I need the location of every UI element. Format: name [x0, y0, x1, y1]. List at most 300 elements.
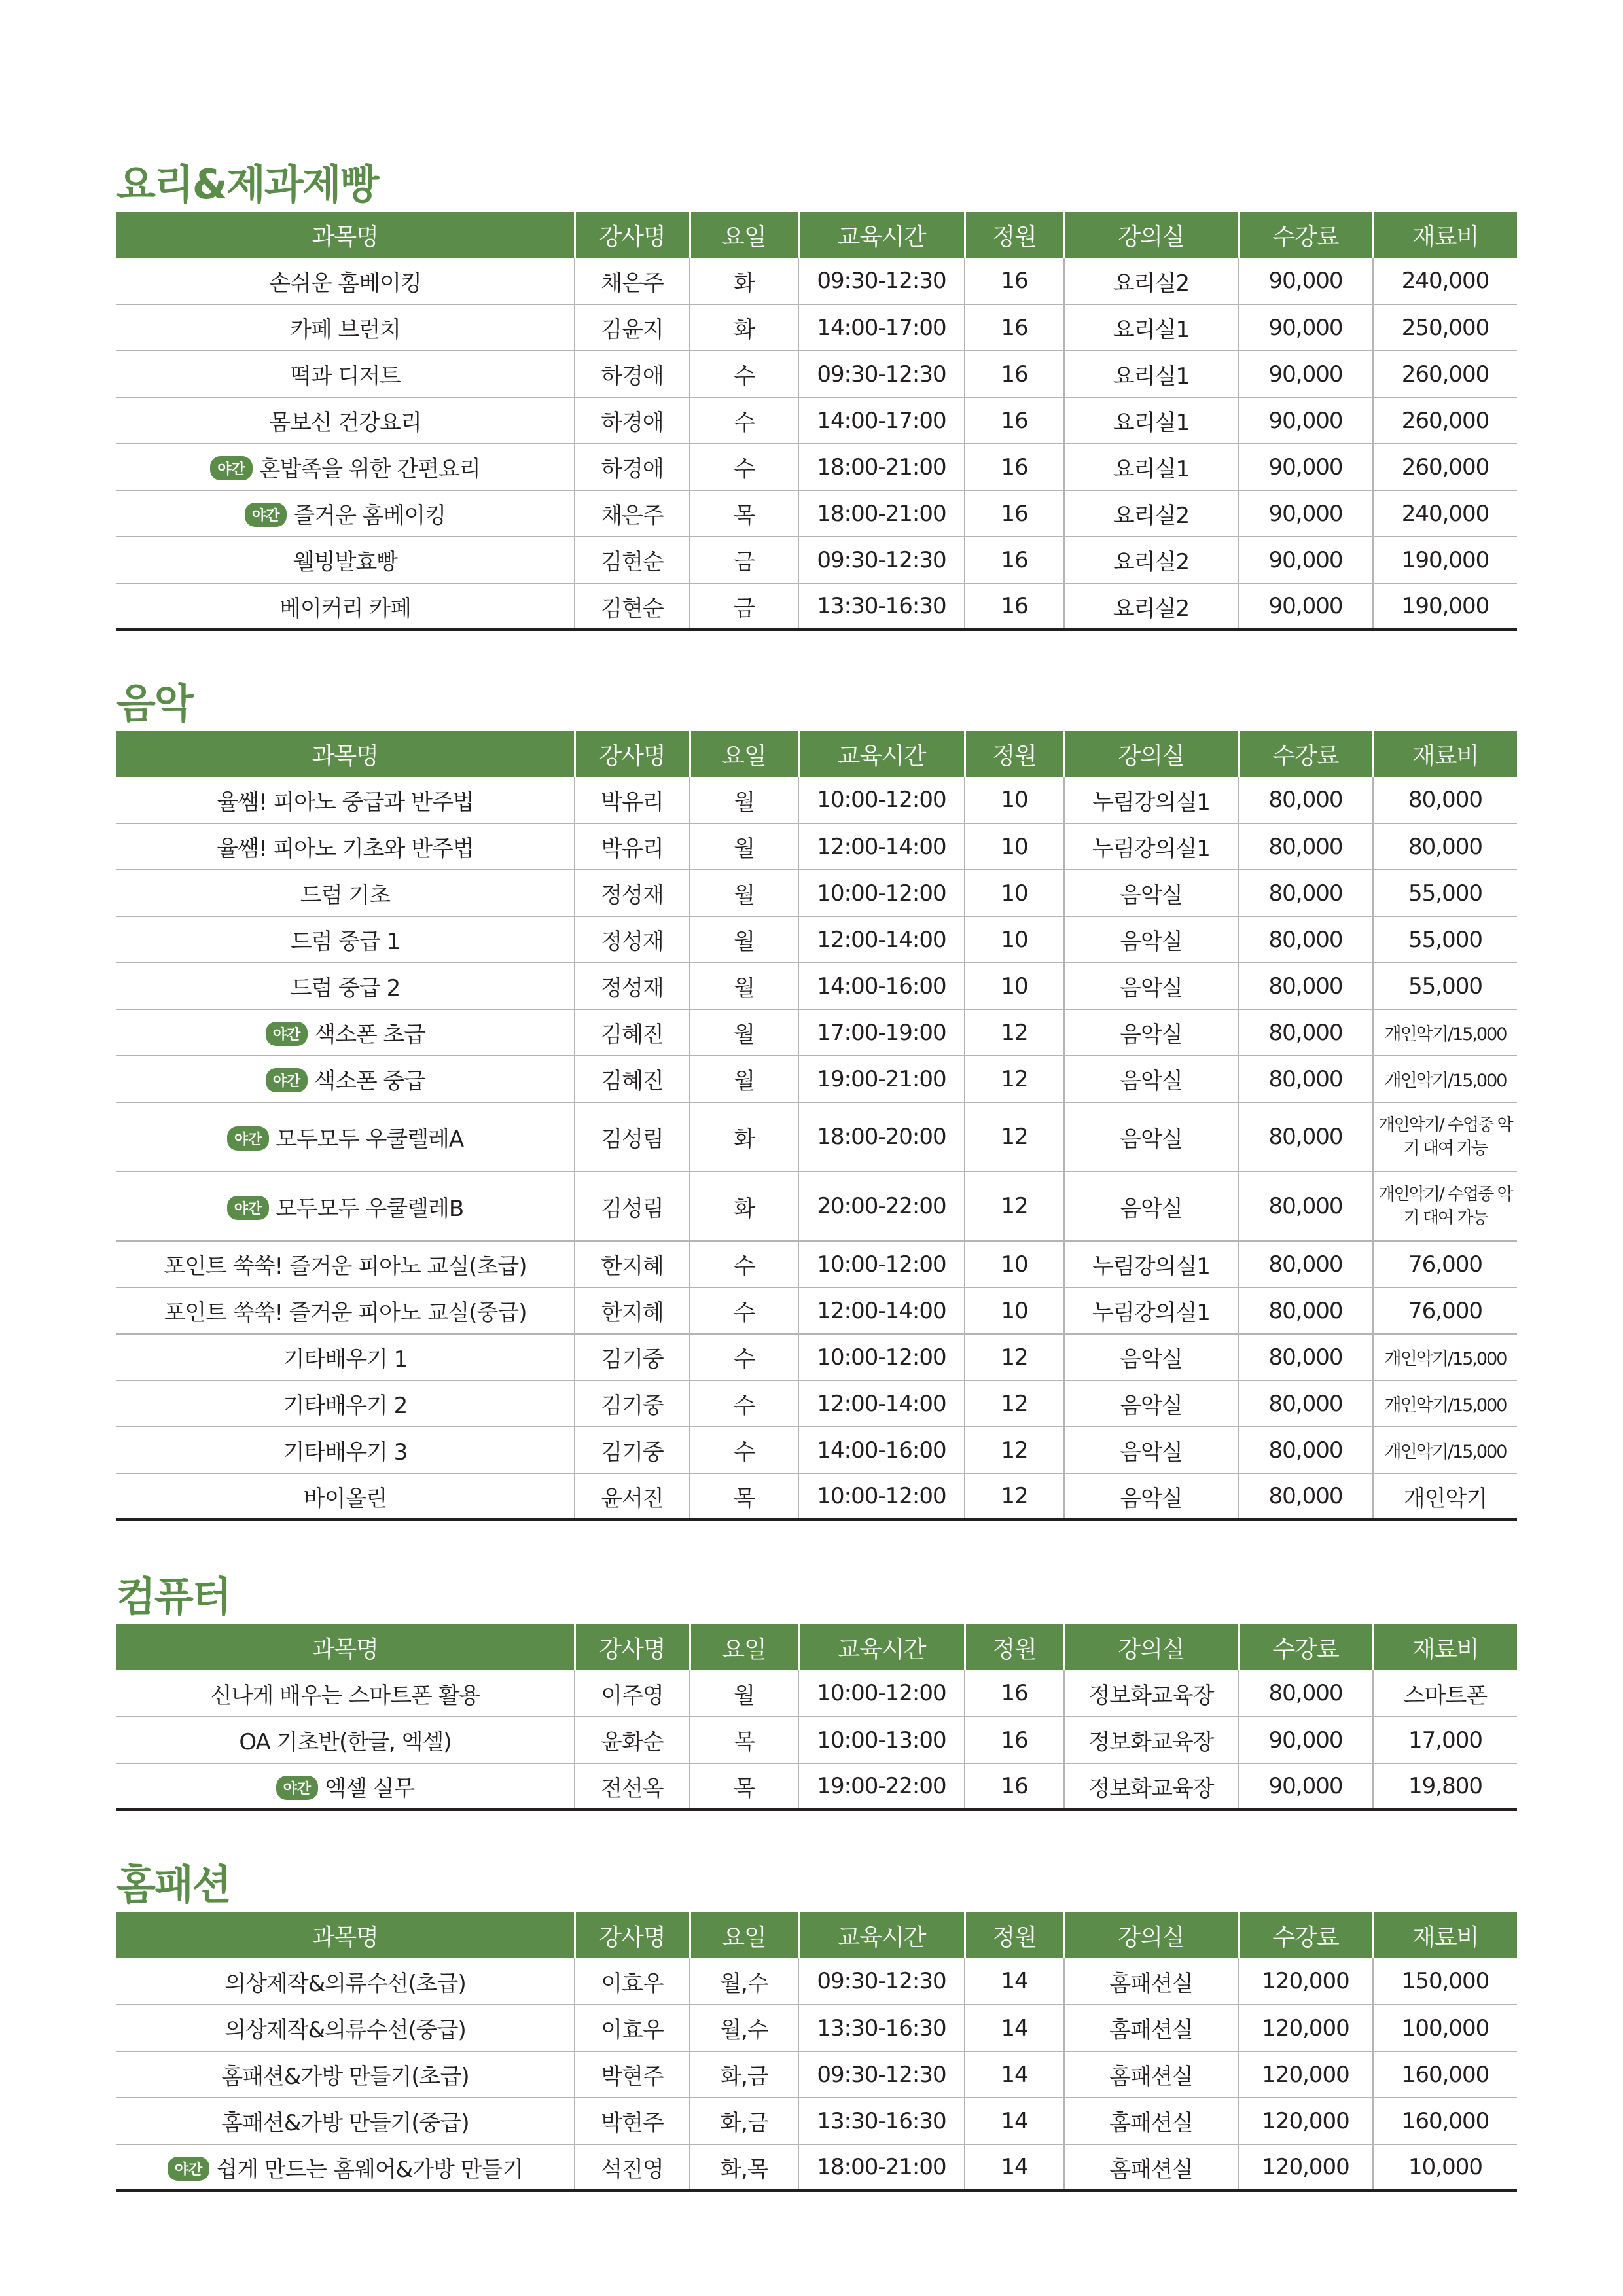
instructor-cell: 이주영 — [575, 1670, 690, 1717]
tuition-cell: 90,000 — [1238, 583, 1373, 630]
night-class-badge: 야간 — [210, 456, 253, 480]
instructor-cell: 박현주 — [575, 2098, 690, 2144]
time-cell: 10:00-12:00 — [798, 1334, 965, 1380]
capacity-cell: 16 — [965, 304, 1064, 351]
room-cell: 음악실 — [1064, 963, 1238, 1009]
capacity-cell: 16 — [965, 397, 1064, 444]
night-class-badge: 야간 — [245, 503, 287, 527]
tuition-cell: 80,000 — [1238, 1670, 1373, 1717]
capacity-cell: 16 — [965, 1763, 1064, 1810]
course-name-cell — [116, 1056, 575, 1102]
day-cell: 수 — [690, 351, 798, 397]
material-fee-cell: 260,000 — [1373, 351, 1517, 397]
material-fee-cell: 190,000 — [1373, 583, 1517, 630]
day-cell: 목 — [690, 1473, 798, 1520]
day-cell: 화,금 — [690, 2098, 798, 2144]
capacity-cell: 10 — [965, 870, 1064, 916]
header-room: 강의실 — [1064, 1912, 1238, 1958]
room-cell: 홈패션실 — [1064, 2144, 1238, 2191]
capacity-cell: 14 — [965, 2098, 1064, 2144]
tuition-cell: 80,000 — [1238, 1009, 1373, 1056]
capacity-cell: 12 — [965, 1172, 1064, 1241]
header-time: 교육시간 — [798, 1912, 965, 1958]
time-cell: 14:00-17:00 — [798, 397, 965, 444]
course-name-cell — [116, 1763, 575, 1810]
time-cell: 12:00-14:00 — [798, 916, 965, 963]
course-name-cell: 웰빙발효빵 — [116, 537, 575, 583]
section-home-fashion — [116, 1857, 1517, 2192]
header-room: 강의실 — [1064, 1624, 1238, 1670]
time-cell: 19:00-22:00 — [798, 1763, 965, 1810]
instructor-cell: 김윤지 — [575, 304, 690, 351]
instructor-cell: 김현순 — [575, 537, 690, 583]
tuition-cell: 80,000 — [1238, 1102, 1373, 1172]
material-fee-cell: 160,000 — [1373, 2051, 1517, 2098]
course-name-text: 쉽게 만드는 홈웨어&가방 만들기 — [216, 2156, 524, 2183]
table-row — [116, 1670, 1517, 1717]
time-cell: 10:00-12:00 — [798, 1241, 965, 1287]
section-computer — [116, 1570, 1517, 1811]
capacity-cell: 16 — [965, 258, 1064, 304]
header-day: 요일 — [690, 1624, 798, 1670]
capacity-cell: 10 — [965, 963, 1064, 1009]
time-cell: 12:00-14:00 — [798, 1380, 965, 1427]
table-header-row — [116, 1912, 1517, 1958]
course-table — [116, 1624, 1517, 1811]
time-cell: 09:30-12:30 — [798, 1958, 965, 2005]
course-table — [116, 1912, 1517, 2192]
room-cell: 요리실1 — [1064, 444, 1238, 490]
header-tuition: 수강료 — [1238, 1912, 1373, 1958]
table-row — [116, 823, 1517, 870]
room-cell: 정보화교육장 — [1064, 1717, 1238, 1763]
section-music — [116, 676, 1517, 1521]
course-name-cell: 의상제작&의류수선(초급) — [116, 1958, 575, 2005]
table-row — [116, 1009, 1517, 1056]
capacity-cell: 12 — [965, 1334, 1064, 1380]
material-fee-cell: 160,000 — [1373, 2098, 1517, 2144]
time-cell: 13:30-16:30 — [798, 583, 965, 630]
tuition-cell: 120,000 — [1238, 1958, 1373, 2005]
room-cell: 홈패션실 — [1064, 1958, 1238, 2005]
material-fee-cell: 260,000 — [1373, 397, 1517, 444]
night-class-badge: 야간 — [227, 1126, 270, 1151]
instructor-cell: 하경애 — [575, 444, 690, 490]
capacity-cell: 14 — [965, 1958, 1064, 2005]
table-row — [116, 1241, 1517, 1287]
capacity-cell: 10 — [965, 777, 1064, 823]
instructor-cell: 윤서진 — [575, 1473, 690, 1520]
table-row — [116, 351, 1517, 397]
table-header-row — [116, 1624, 1517, 1670]
room-cell: 홈패션실 — [1064, 2005, 1238, 2051]
tuition-cell: 90,000 — [1238, 351, 1373, 397]
table-row — [116, 1473, 1517, 1520]
room-cell: 누림강의실1 — [1064, 823, 1238, 870]
room-cell: 요리실1 — [1064, 351, 1238, 397]
course-name-cell: 바이올린 — [116, 1473, 575, 1520]
tuition-cell: 90,000 — [1238, 537, 1373, 583]
instructor-cell: 김혜진 — [575, 1009, 690, 1056]
table-row — [116, 916, 1517, 963]
header-tuition: 수강료 — [1238, 212, 1373, 258]
header-instructor: 강사명 — [575, 212, 690, 258]
room-cell: 음악실 — [1064, 1427, 1238, 1473]
day-cell: 월 — [690, 916, 798, 963]
capacity-cell: 12 — [965, 1009, 1064, 1056]
course-name-cell: OA 기초반(한글, 엑셀) — [116, 1717, 575, 1763]
day-cell: 목 — [690, 1763, 798, 1810]
tuition-cell: 80,000 — [1238, 1473, 1373, 1520]
room-cell: 음악실 — [1064, 1102, 1238, 1172]
course-name-text: 모두모두 우쿨렐레A — [276, 1126, 464, 1153]
table-row — [116, 870, 1517, 916]
course-name-cell: 기타배우기 1 — [116, 1334, 575, 1380]
header-day: 요일 — [690, 731, 798, 777]
capacity-cell: 16 — [965, 444, 1064, 490]
header-capacity: 정원 — [965, 212, 1064, 258]
course-name-cell: 카페 브런치 — [116, 304, 575, 351]
material-fee-cell: 개인악기/ 수업중 악기 대여 가능 — [1373, 1172, 1517, 1241]
material-fee-cell: 190,000 — [1373, 537, 1517, 583]
course-name-cell — [116, 444, 575, 490]
time-cell: 10:00-13:00 — [798, 1717, 965, 1763]
course-name-cell — [116, 1172, 575, 1241]
tuition-cell: 90,000 — [1238, 304, 1373, 351]
table-row — [116, 583, 1517, 630]
time-cell: 09:30-12:30 — [798, 2051, 965, 2098]
capacity-cell: 12 — [965, 1427, 1064, 1473]
header-day: 요일 — [690, 212, 798, 258]
tuition-cell: 120,000 — [1238, 2144, 1373, 2191]
course-name-cell: 홈패션&가방 만들기(초급) — [116, 2051, 575, 2098]
capacity-cell: 16 — [965, 583, 1064, 630]
tuition-cell: 80,000 — [1238, 1380, 1373, 1427]
room-cell: 정보화교육장 — [1064, 1670, 1238, 1717]
day-cell: 화,목 — [690, 2144, 798, 2191]
table-row — [116, 963, 1517, 1009]
room-cell: 음악실 — [1064, 1380, 1238, 1427]
course-name-cell: 홈패션&가방 만들기(중급) — [116, 2098, 575, 2144]
header-course-name: 과목명 — [116, 1624, 575, 1670]
capacity-cell: 16 — [965, 1670, 1064, 1717]
night-class-badge: 야간 — [227, 1196, 270, 1220]
course-name-cell: 드럼 중급 1 — [116, 916, 575, 963]
time-cell: 13:30-16:30 — [798, 2098, 965, 2144]
section-title: 홈패션 — [116, 1861, 230, 1909]
capacity-cell: 12 — [965, 1056, 1064, 1102]
course-name-cell: 떡과 디저트 — [116, 351, 575, 397]
header-instructor: 강사명 — [575, 1912, 690, 1958]
course-name-cell: 기타배우기 3 — [116, 1427, 575, 1473]
header-course-name: 과목명 — [116, 731, 575, 777]
time-cell: 10:00-12:00 — [798, 1473, 965, 1520]
room-cell: 음악실 — [1064, 1056, 1238, 1102]
night-class-badge: 야간 — [276, 1776, 319, 1800]
instructor-cell: 채은주 — [575, 490, 690, 537]
room-cell: 음악실 — [1064, 1009, 1238, 1056]
tuition-cell: 80,000 — [1238, 1172, 1373, 1241]
night-class-badge: 야간 — [266, 1068, 308, 1092]
room-cell: 음악실 — [1064, 1334, 1238, 1380]
day-cell: 목 — [690, 490, 798, 537]
day-cell: 월 — [690, 1009, 798, 1056]
time-cell: 18:00-21:00 — [798, 2144, 965, 2191]
time-cell: 18:00-21:00 — [798, 490, 965, 537]
day-cell: 월,수 — [690, 1958, 798, 2005]
material-fee-cell: 55,000 — [1373, 870, 1517, 916]
capacity-cell: 10 — [965, 1241, 1064, 1287]
capacity-cell: 12 — [965, 1380, 1064, 1427]
table-row — [116, 537, 1517, 583]
header-course-name: 과목명 — [116, 1912, 575, 1958]
header-instructor: 강사명 — [575, 1624, 690, 1670]
tuition-cell: 80,000 — [1238, 870, 1373, 916]
section-title: 음악 — [116, 679, 192, 727]
material-fee-cell: 260,000 — [1373, 444, 1517, 490]
time-cell: 09:30-12:30 — [798, 351, 965, 397]
course-name-text: 색소폰 중급 — [314, 1068, 425, 1094]
table-row — [116, 304, 1517, 351]
course-name-text: 혼밥족을 위한 간편요리 — [259, 456, 480, 482]
material-fee-cell: 개인악기/ 수업중 악기 대여 가능 — [1373, 1102, 1517, 1172]
material-fee-cell: 개인악기/15,000 — [1373, 1009, 1517, 1056]
instructor-cell: 석진영 — [575, 2144, 690, 2191]
table-row — [116, 2005, 1517, 2051]
room-cell: 요리실2 — [1064, 258, 1238, 304]
course-name-cell: 포인트 쑥쑥! 즐거운 피아노 교실(중급) — [116, 1287, 575, 1334]
instructor-cell: 정성재 — [575, 963, 690, 1009]
course-name-cell: 손쉬운 홈베이킹 — [116, 258, 575, 304]
tuition-cell: 80,000 — [1238, 1334, 1373, 1380]
tuition-cell: 90,000 — [1238, 444, 1373, 490]
instructor-cell: 한지혜 — [575, 1287, 690, 1334]
course-name-text: 색소폰 초급 — [314, 1022, 425, 1048]
capacity-cell: 10 — [965, 1287, 1064, 1334]
course-name-text: 모두모두 우쿨렐레B — [276, 1195, 464, 1222]
day-cell: 월 — [690, 870, 798, 916]
instructor-cell: 김성림 — [575, 1102, 690, 1172]
capacity-cell: 16 — [965, 490, 1064, 537]
header-time: 교육시간 — [798, 731, 965, 777]
time-cell: 10:00-12:00 — [798, 870, 965, 916]
instructor-cell: 김기중 — [575, 1427, 690, 1473]
header-room: 강의실 — [1064, 731, 1238, 777]
room-cell: 정보화교육장 — [1064, 1763, 1238, 1810]
material-fee-cell: 개인악기/15,000 — [1373, 1380, 1517, 1427]
tuition-cell: 80,000 — [1238, 1241, 1373, 1287]
material-fee-cell: 240,000 — [1373, 490, 1517, 537]
table-row — [116, 1056, 1517, 1102]
table-row — [116, 1427, 1517, 1473]
course-table — [116, 212, 1517, 631]
capacity-cell: 10 — [965, 916, 1064, 963]
capacity-cell: 14 — [965, 2144, 1064, 2191]
day-cell: 수 — [690, 1380, 798, 1427]
tuition-cell: 120,000 — [1238, 2098, 1373, 2144]
header-instructor: 강사명 — [575, 731, 690, 777]
table-row — [116, 1380, 1517, 1427]
time-cell: 12:00-14:00 — [798, 1287, 965, 1334]
tuition-cell: 90,000 — [1238, 258, 1373, 304]
room-cell: 홈패션실 — [1064, 2098, 1238, 2144]
course-name-cell — [116, 1009, 575, 1056]
course-name-cell — [116, 2144, 575, 2191]
header-day: 요일 — [690, 1912, 798, 1958]
time-cell: 14:00-17:00 — [798, 304, 965, 351]
instructor-cell: 정성재 — [575, 870, 690, 916]
course-name-cell: 드럼 중급 2 — [116, 963, 575, 1009]
tuition-cell: 80,000 — [1238, 1287, 1373, 1334]
course-name-cell: 몸보신 건강요리 — [116, 397, 575, 444]
instructor-cell: 이효우 — [575, 1958, 690, 2005]
instructor-cell: 하경애 — [575, 351, 690, 397]
room-cell: 홈패션실 — [1064, 2051, 1238, 2098]
day-cell: 월 — [690, 1056, 798, 1102]
header-tuition: 수강료 — [1238, 731, 1373, 777]
instructor-cell: 하경애 — [575, 397, 690, 444]
material-fee-cell: 80,000 — [1373, 777, 1517, 823]
course-name-cell: 율쌤! 피아노 중급과 반주법 — [116, 777, 575, 823]
day-cell: 수 — [690, 444, 798, 490]
room-cell: 누림강의실1 — [1064, 1241, 1238, 1287]
day-cell: 월,수 — [690, 2005, 798, 2051]
material-fee-cell: 스마트폰 — [1373, 1670, 1517, 1717]
time-cell: 18:00-21:00 — [798, 444, 965, 490]
instructor-cell: 김현순 — [575, 583, 690, 630]
course-name-cell: 율쌤! 피아노 기초와 반주법 — [116, 823, 575, 870]
day-cell: 수 — [690, 1287, 798, 1334]
time-cell: 09:30-12:30 — [798, 258, 965, 304]
day-cell: 수 — [690, 1241, 798, 1287]
day-cell: 수 — [690, 397, 798, 444]
material-fee-cell: 150,000 — [1373, 1958, 1517, 2005]
tuition-cell: 80,000 — [1238, 963, 1373, 1009]
tuition-cell: 90,000 — [1238, 1717, 1373, 1763]
material-fee-cell: 55,000 — [1373, 963, 1517, 1009]
table-row — [116, 490, 1517, 537]
table-row — [116, 1958, 1517, 2005]
day-cell: 월 — [690, 1670, 798, 1717]
material-fee-cell: 55,000 — [1373, 916, 1517, 963]
room-cell: 음악실 — [1064, 870, 1238, 916]
time-cell: 10:00-12:00 — [798, 1670, 965, 1717]
time-cell: 19:00-21:00 — [798, 1056, 965, 1102]
time-cell: 14:00-16:00 — [798, 1427, 965, 1473]
capacity-cell: 10 — [965, 823, 1064, 870]
header-time: 교육시간 — [798, 1624, 965, 1670]
day-cell: 금 — [690, 583, 798, 630]
tuition-cell: 120,000 — [1238, 2051, 1373, 2098]
material-fee-cell: 개인악기/15,000 — [1373, 1056, 1517, 1102]
table-row — [116, 444, 1517, 490]
time-cell: 09:30-12:30 — [798, 537, 965, 583]
material-fee-cell: 10,000 — [1373, 2144, 1517, 2191]
table-row — [116, 1287, 1517, 1334]
day-cell: 화 — [690, 258, 798, 304]
course-name-text: 엑셀 실무 — [325, 1775, 415, 1802]
material-fee-cell: 76,000 — [1373, 1287, 1517, 1334]
material-fee-cell: 개인악기/15,000 — [1373, 1334, 1517, 1380]
tuition-cell: 80,000 — [1238, 1056, 1373, 1102]
material-fee-cell: 개인악기/15,000 — [1373, 1427, 1517, 1473]
capacity-cell: 12 — [965, 1102, 1064, 1172]
table-row — [116, 1763, 1517, 1810]
day-cell: 화 — [690, 1172, 798, 1241]
header-material-fee: 재료비 — [1373, 212, 1517, 258]
course-name-cell: 의상제작&의류수선(중급) — [116, 2005, 575, 2051]
room-cell: 요리실2 — [1064, 583, 1238, 630]
table-row — [116, 1717, 1517, 1763]
course-name-text: 즐거운 홈베이킹 — [293, 503, 446, 529]
instructor-cell: 정성재 — [575, 916, 690, 963]
material-fee-cell: 76,000 — [1373, 1241, 1517, 1287]
header-material-fee: 재료비 — [1373, 1624, 1517, 1670]
material-fee-cell: 250,000 — [1373, 304, 1517, 351]
time-cell: 20:00-22:00 — [798, 1172, 965, 1241]
tuition-cell: 90,000 — [1238, 490, 1373, 537]
instructor-cell: 김기중 — [575, 1380, 690, 1427]
header-course-name: 과목명 — [116, 212, 575, 258]
instructor-cell: 이효우 — [575, 2005, 690, 2051]
capacity-cell: 16 — [965, 1717, 1064, 1763]
time-cell: 18:00-20:00 — [798, 1102, 965, 1172]
material-fee-cell: 80,000 — [1373, 823, 1517, 870]
capacity-cell: 16 — [965, 537, 1064, 583]
instructor-cell: 채은주 — [575, 258, 690, 304]
table-row — [116, 1334, 1517, 1380]
instructor-cell: 한지혜 — [575, 1241, 690, 1287]
material-fee-cell: 100,000 — [1373, 2005, 1517, 2051]
table-row — [116, 1172, 1517, 1241]
instructor-cell: 김혜진 — [575, 1056, 690, 1102]
capacity-cell: 16 — [965, 351, 1064, 397]
material-fee-cell: 개인악기 — [1373, 1473, 1517, 1520]
material-fee-cell: 19,800 — [1373, 1763, 1517, 1810]
room-cell: 요리실2 — [1064, 537, 1238, 583]
table-row — [116, 1102, 1517, 1172]
header-tuition: 수강료 — [1238, 1624, 1373, 1670]
header-room: 강의실 — [1064, 212, 1238, 258]
room-cell: 음악실 — [1064, 1473, 1238, 1520]
course-name-cell: 포인트 쑥쑥! 즐거운 피아노 교실(초급) — [116, 1241, 575, 1287]
table-header-row — [116, 212, 1517, 258]
table-row — [116, 2144, 1517, 2191]
day-cell: 수 — [690, 1334, 798, 1380]
course-name-cell — [116, 490, 575, 537]
time-cell: 17:00-19:00 — [798, 1009, 965, 1056]
material-fee-cell: 17,000 — [1373, 1717, 1517, 1763]
section-title: 컴퓨터 — [116, 1573, 230, 1621]
header-material-fee: 재료비 — [1373, 1912, 1517, 1958]
table-row — [116, 2051, 1517, 2098]
header-capacity: 정원 — [965, 731, 1064, 777]
day-cell: 월 — [690, 823, 798, 870]
section-cooking — [116, 157, 1517, 631]
course-name-cell — [116, 1102, 575, 1172]
room-cell: 요리실1 — [1064, 397, 1238, 444]
course-name-cell: 드럼 기초 — [116, 870, 575, 916]
room-cell: 음악실 — [1064, 916, 1238, 963]
table-header-row — [116, 731, 1517, 777]
time-cell: 14:00-16:00 — [798, 963, 965, 1009]
tuition-cell: 80,000 — [1238, 823, 1373, 870]
day-cell: 월 — [690, 777, 798, 823]
capacity-cell: 12 — [965, 1473, 1064, 1520]
instructor-cell: 박현주 — [575, 2051, 690, 2098]
instructor-cell: 전선옥 — [575, 1763, 690, 1810]
capacity-cell: 14 — [965, 2051, 1064, 2098]
